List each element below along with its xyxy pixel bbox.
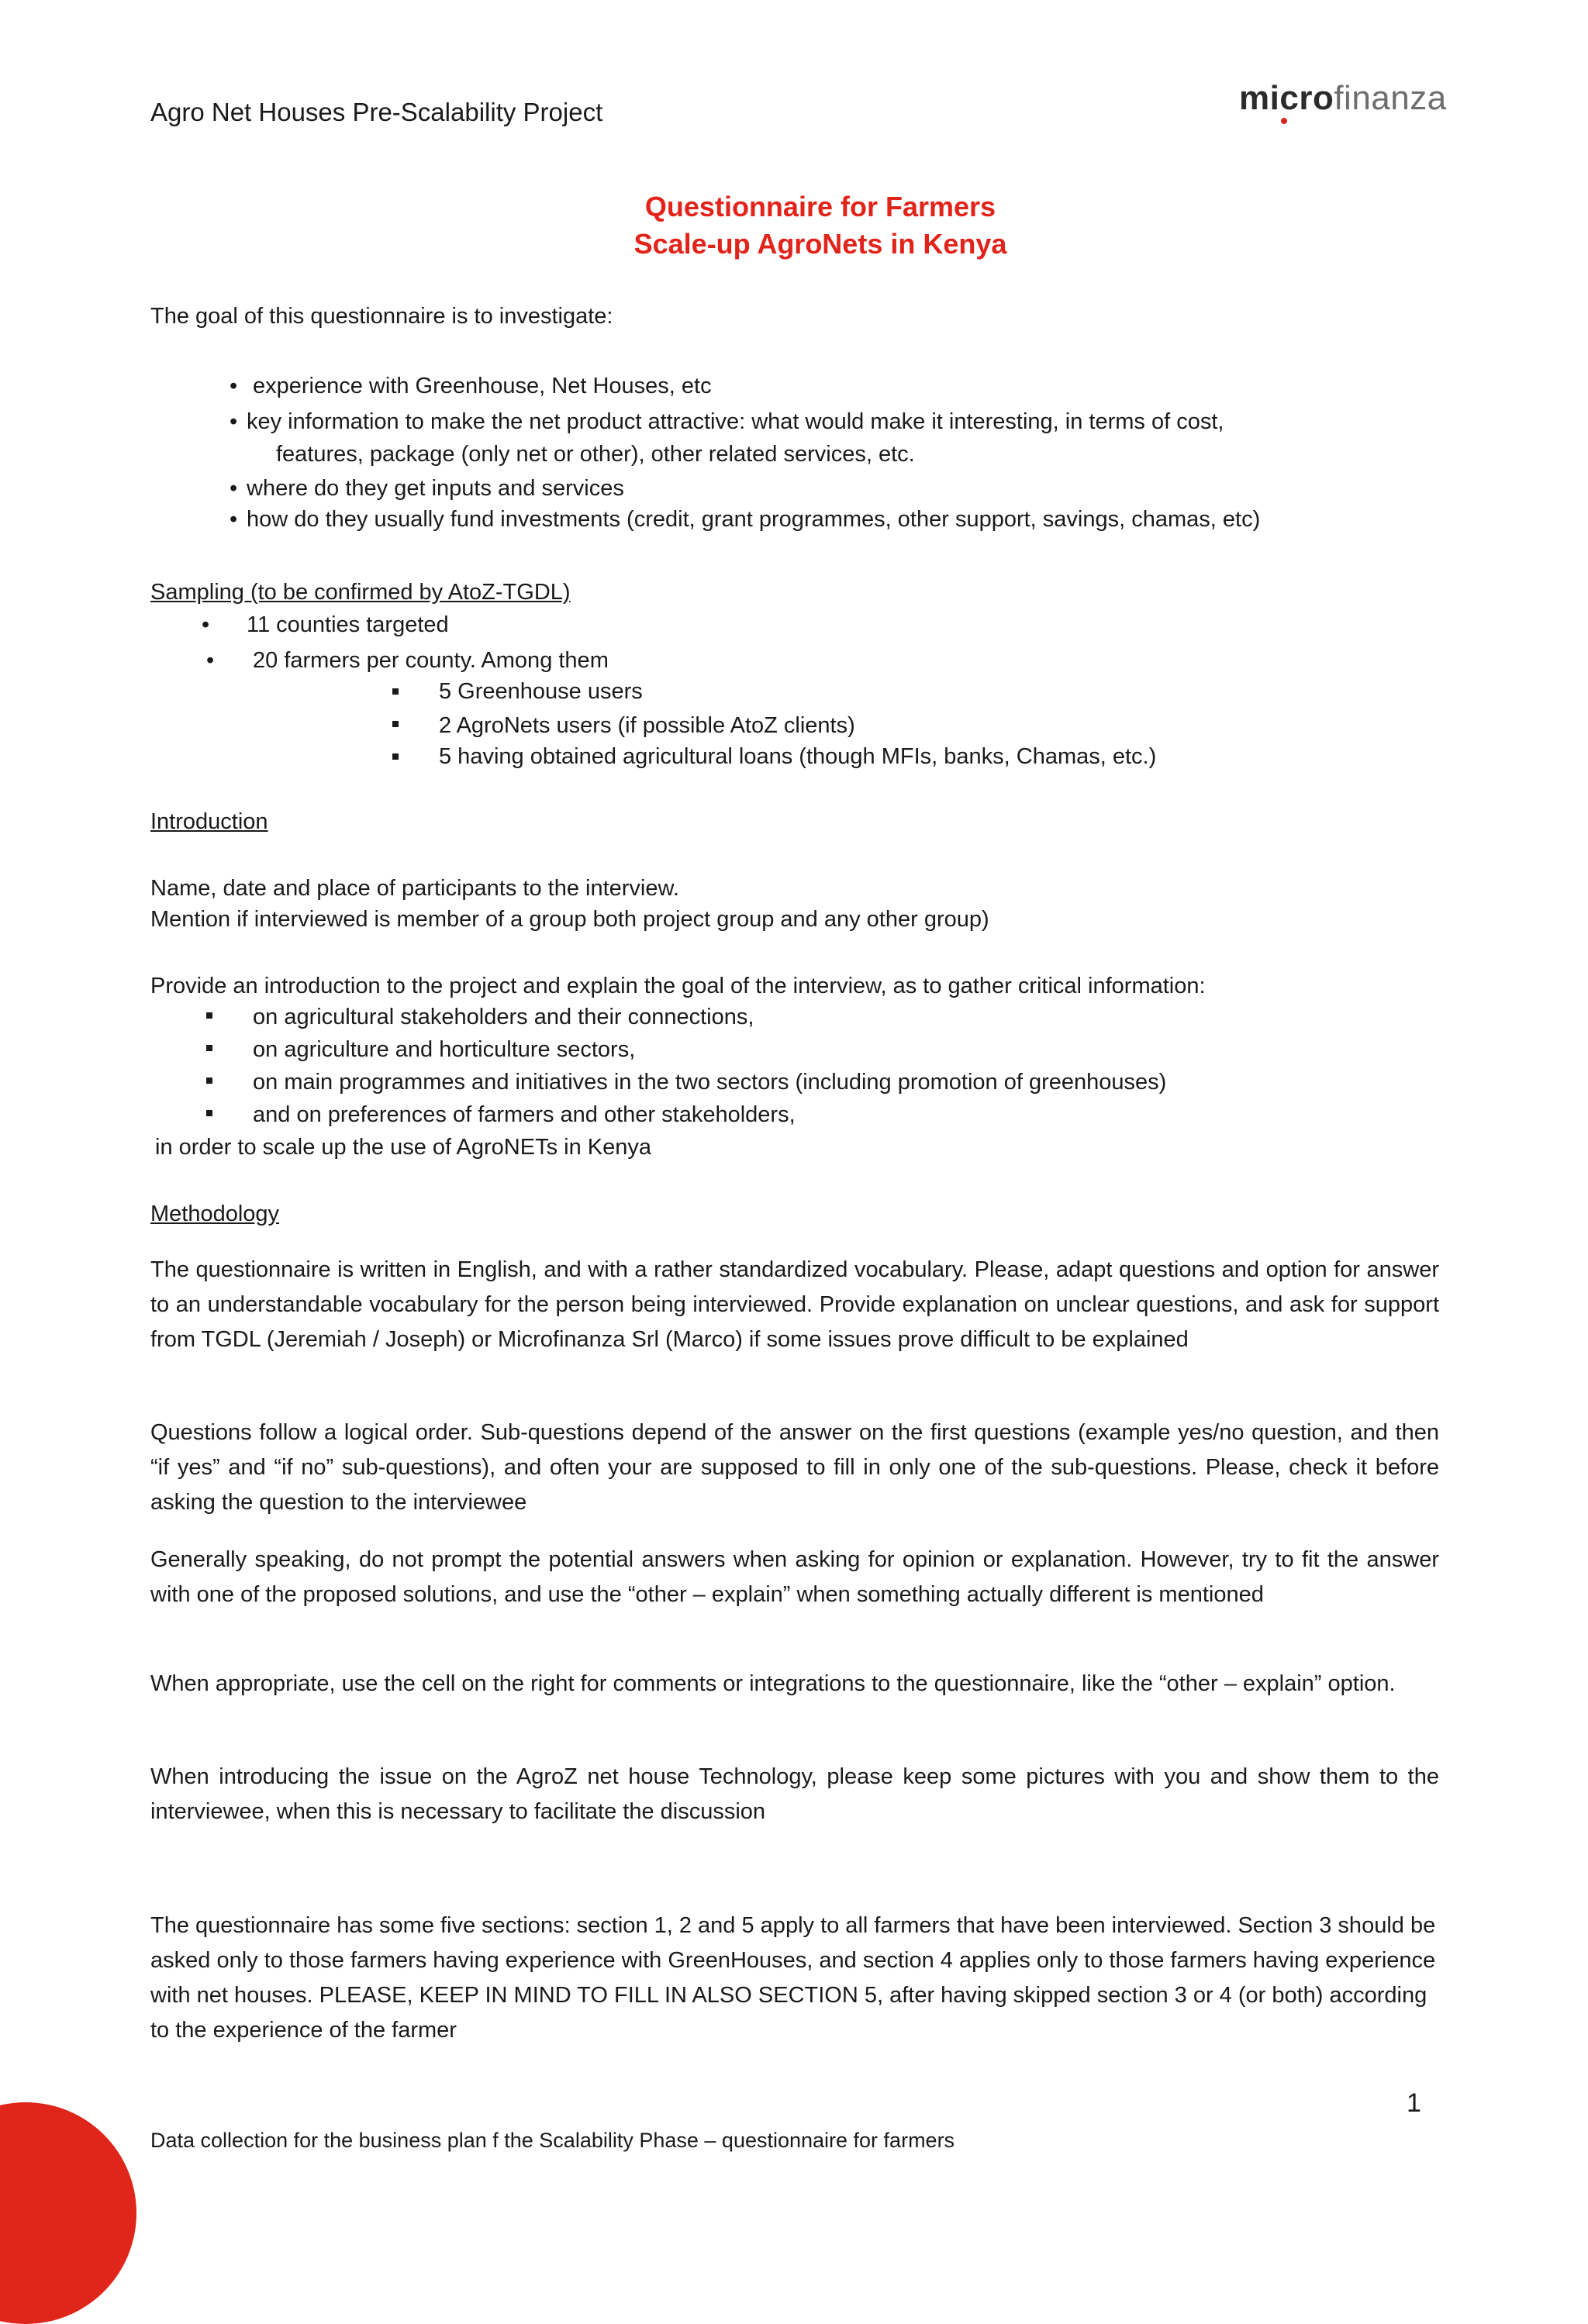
introduction-item: on agriculture and horticulture sectors,: [253, 1037, 636, 1062]
goal-item: experience with Greenhouse, Net Houses, etc: [253, 374, 712, 398]
sampling-item: 20 farmers per county. Among them: [253, 648, 609, 673]
goal-item-continuation: features, package (only net or other), other related services, etc.: [276, 442, 915, 467]
bullet-dot-icon: •: [202, 612, 210, 637]
sampling-sub-item: 5 having obtained agricultural loans (though MFIs, banks, Chamas, etc.): [439, 744, 1157, 769]
bullet-dot-icon: •: [230, 476, 238, 501]
goal-item: key information to make the net product attractive: what would make it interesting, in terms of cost,: [247, 409, 1224, 434]
introduction-line: Name, date and place of participants to the interview.: [150, 876, 679, 901]
square-bullet-icon: [392, 753, 399, 760]
sampling-heading: Sampling (to be confirmed by AtoZ-TGDL): [150, 580, 571, 605]
sampling-item: 11 counties targeted: [247, 612, 449, 637]
introduction-heading: Introduction: [150, 809, 268, 834]
logo-light-text: finanza: [1334, 79, 1447, 117]
introduction-closing: in order to scale up the use of AgroNETs in Kenya: [155, 1135, 651, 1160]
square-bullet-icon: [392, 721, 399, 727]
square-bullet-icon: [206, 1012, 212, 1019]
introduction-line: Mention if interviewed is member of a group both project group and any other group): [150, 907, 989, 932]
logo-dot-icon: [1281, 118, 1287, 124]
microfinanza-logo: [1239, 79, 1447, 118]
header-title: Agro Net Houses Pre-Scalability Project: [150, 98, 603, 126]
goal-intro: The goal of this questionnaire is to investigate:: [150, 304, 613, 329]
square-bullet-icon: [206, 1078, 212, 1084]
goal-item: how do they usually fund investments (credit, grant programmes, other support, savings, chamas, etc): [247, 507, 1261, 532]
methodology-paragraph: Questions follow a logical order. Sub-questions depend of the answer on the first questions (example yes/no question, and then “if yes” and “if no” sub-questions), and often your are supposed to fill in only one of the sub-questions. Please, check it before asking the question to the interviewee: [150, 1420, 1439, 1515]
footer-text: Data collection for the business plan f the Scalability Phase – questionnaire for farmers: [150, 2129, 955, 2152]
methodology-paragraph: When introducing the issue on the AgroZ net house Technology, please keep some pictures with you and show them to the interviewee, when this is necessary to facilitate the discussion: [150, 1764, 1439, 1824]
square-bullet-icon: [206, 1045, 212, 1051]
square-bullet-icon: [392, 688, 399, 695]
bullet-dot-icon: •: [230, 409, 238, 434]
methodology-heading: Methodology: [150, 1202, 280, 1226]
sampling-sub-item: 5 Greenhouse users: [439, 679, 643, 704]
introduction-item: and on preferences of farmers and other stakeholders,: [253, 1102, 796, 1127]
introduction-item: on agricultural stakeholders and their connections,: [253, 1005, 754, 1029]
corner-decoration-circle: [0, 2102, 136, 2324]
methodology-paragraph: When appropriate, use the cell on the right for comments or integrations to the questionnaire, like the “other – explain” option.: [150, 1671, 1396, 1696]
goal-item: where do they get inputs and services: [247, 476, 624, 501]
page-number: 1: [1407, 2088, 1421, 2118]
introduction-item: on main programmes and initiatives in the two sectors (including promotion of greenhouses): [253, 1070, 1167, 1095]
bullet-dot-icon: •: [230, 374, 238, 398]
methodology-paragraph: Generally speaking, do not prompt the potential answers when asking for opinion or explanation. However, try to fit the answer with one of the proposed solutions, and use the “other – explain” when something actually different is mentioned: [150, 1547, 1439, 1607]
methodology-paragraph: The questionnaire is written in English, and with a rather standardized vocabulary. Please, adapt questions and option for answer to an understandable vocabulary for the person being interviewed. Provide explanation on unclear questions, and ask for support from TGDL (Jeremiah / Joseph) or Microfinanza Srl (Marco) if some issues prove difficult to be explained: [150, 1257, 1439, 1352]
logo-bold-text: micro: [1239, 79, 1334, 117]
bullet-dot-icon: •: [230, 507, 238, 532]
document-title-line2: Scale-up AgroNets in Kenya: [633, 228, 1007, 260]
square-bullet-icon: [206, 1110, 212, 1116]
bullet-dot-icon: •: [206, 648, 215, 673]
methodology-paragraph: The questionnaire has some five sections: section 1, 2 and 5 apply to all farmers that have been interviewed. Section 3 should be asked only to those farmers having experience with GreenHouses, and section 4 applies only to those farmers having experience with net houses. PLEASE, KEEP IN MIND TO FILL IN ALSO SECTION 5, after having skipped section 3 or 4 (or both) according to the experience of the farmer: [150, 1913, 1436, 2043]
document-title-line1: Questionnaire for Farmers: [644, 191, 996, 222]
sampling-sub-item: 2 AgroNets users (if possible AtoZ clients): [439, 713, 855, 738]
introduction-provide: Provide an introduction to the project and explain the goal of the interview, as to gather critical information:: [150, 974, 1206, 998]
